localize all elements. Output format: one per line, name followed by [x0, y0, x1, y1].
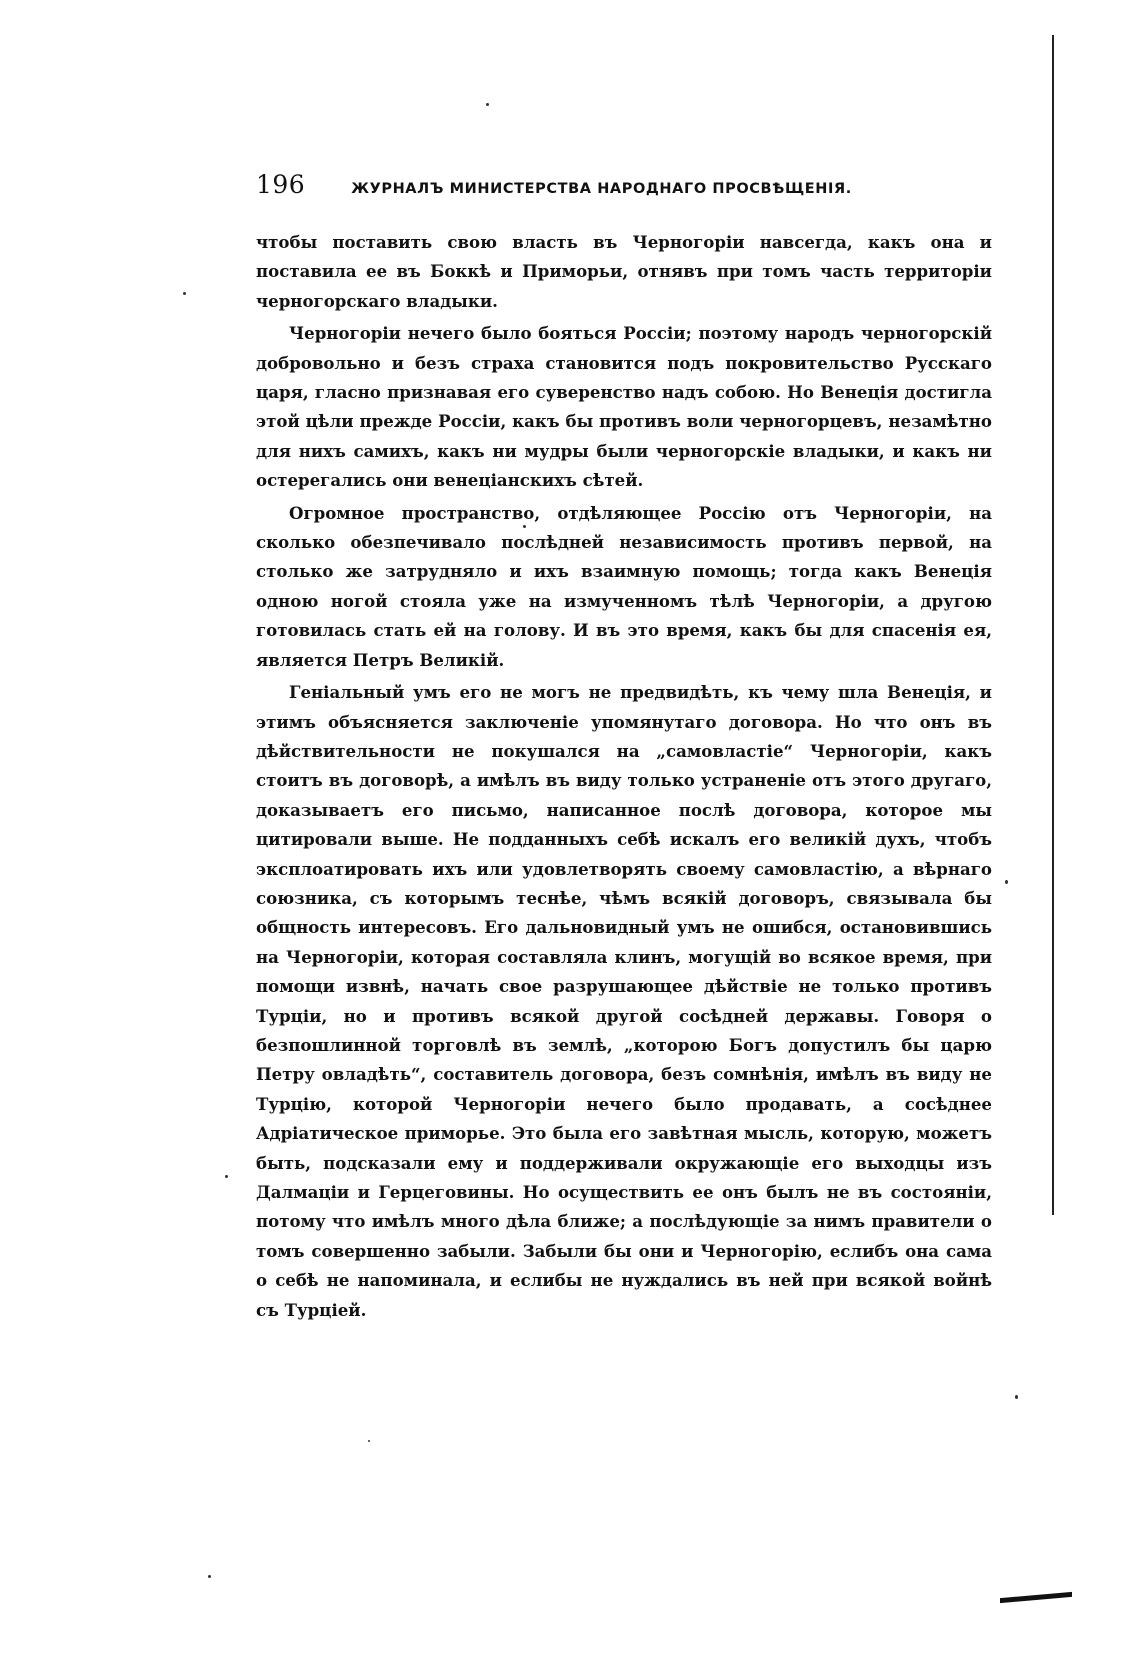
paragraph: Огромное пространство, отдѣляющее Россію отъ Черногоріи, на сколько обезпечивало послѣдней независимость противъ первой, на столько же затрудняло и ихъ взаимную помощь; тогда какъ Венеція одною ногой стояла уже на измученномъ тѣлѣ Черногоріи, а другою готовилась стать ей на голову. И въ это время, какъ бы для спасенія ея, является Петръ Великій. — [256, 502, 992, 670]
running-title: ЖУРНАЛЪ МИНИСТЕРСТВА НАРОДНАГО ПРОСВѢЩЕНІЯ. — [351, 181, 852, 197]
paragraph-continued: чтобы поставить свою власть въ Черногоріи навсегда, какъ она и поставила ее въ Боккѣ и Приморьи, отнявъ при томъ часть территоріи черногорскаго владыки. — [256, 232, 992, 311]
scan-speck — [208, 1575, 211, 1578]
scan-speck — [1005, 880, 1008, 884]
scan-speck — [1015, 1395, 1018, 1399]
paragraph: Черногоріи нечего было бояться Россіи; поэтому народъ черногорскій добровольно и безъ страха становится подъ покровительство Русскаго царя, гласно признавая его суверенство надъ собою. Но Венеція достигла этой цѣли прежде Россіи, какъ бы противъ воли черногорцевъ, незамѣтно для нихъ самихъ, какъ ни мудры были черногорскіе владыки, и какъ ни остерегались они венеціанскихъ сѣтей. — [256, 323, 992, 491]
page-number: 196 — [256, 170, 306, 199]
scan-speck — [225, 1175, 228, 1178]
page-edge-rule — [1052, 35, 1054, 1215]
scan-speck — [523, 525, 526, 528]
scan-mark — [1000, 1592, 1072, 1603]
scan-speck — [368, 1440, 370, 1442]
body-text — [256, 228, 992, 1328]
scan-speck — [486, 103, 489, 106]
paragraph: Геніальный умъ его не могъ не предвидѣть, къ чему шла Венеція, и этимъ объясняется заключеніе упомянутаго договора. Но что онъ въ дѣйствительности не покушался на „самовластіе“ Черногоріи, какъ стоитъ въ договорѣ, а имѣлъ въ виду только устраненіе отъ этого другаго, доказываетъ его письмо, написанное послѣ договора, которое мы цитировали выше. Не подданныхъ себѣ искалъ его великій духъ, чтобъ эксплоатировать ихъ или удовлетворять своему самовластію, а вѣрнаго союзника, съ которымъ теснѣе, чѣмъ всякій договоръ, связывала бы общность интересовъ. Его дальновидный умъ не ошибся, остановившись на Черногоріи, которая составляла клинъ, могущій во всякое время, при помощи извнѣ, начать свое разрушающее дѣйствіе не только противъ Турціи, но и противъ всякой другой сосѣдней державы. Говоря о безпошлинной торговлѣ въ землѣ, „которою Богъ допустилъ бы царю Петру овладѣть“, составитель договора, безъ сомнѣнія, имѣлъ въ виду не Турцію, которой Черногоріи нечего было продавать, а сосѣднее Адріатическое приморье. Это была его завѣтная мысль, которую, можетъ быть, подсказали ему и поддерживали окружающіе его выходцы изъ Далмаціи и Герцеговины. Но осуществить ее онъ былъ не въ состояніи, потому что имѣлъ много дѣла ближе; а послѣдующіе за нимъ правители о томъ совершенно забыли. Забыли бы они и Черногорію, еслибъ она сама о себѣ не напоминала, и еслибы не нуждались въ ней при всякой войнѣ съ Турціей. — [256, 682, 992, 1320]
scan-speck — [183, 292, 186, 295]
page-header — [256, 170, 1016, 206]
